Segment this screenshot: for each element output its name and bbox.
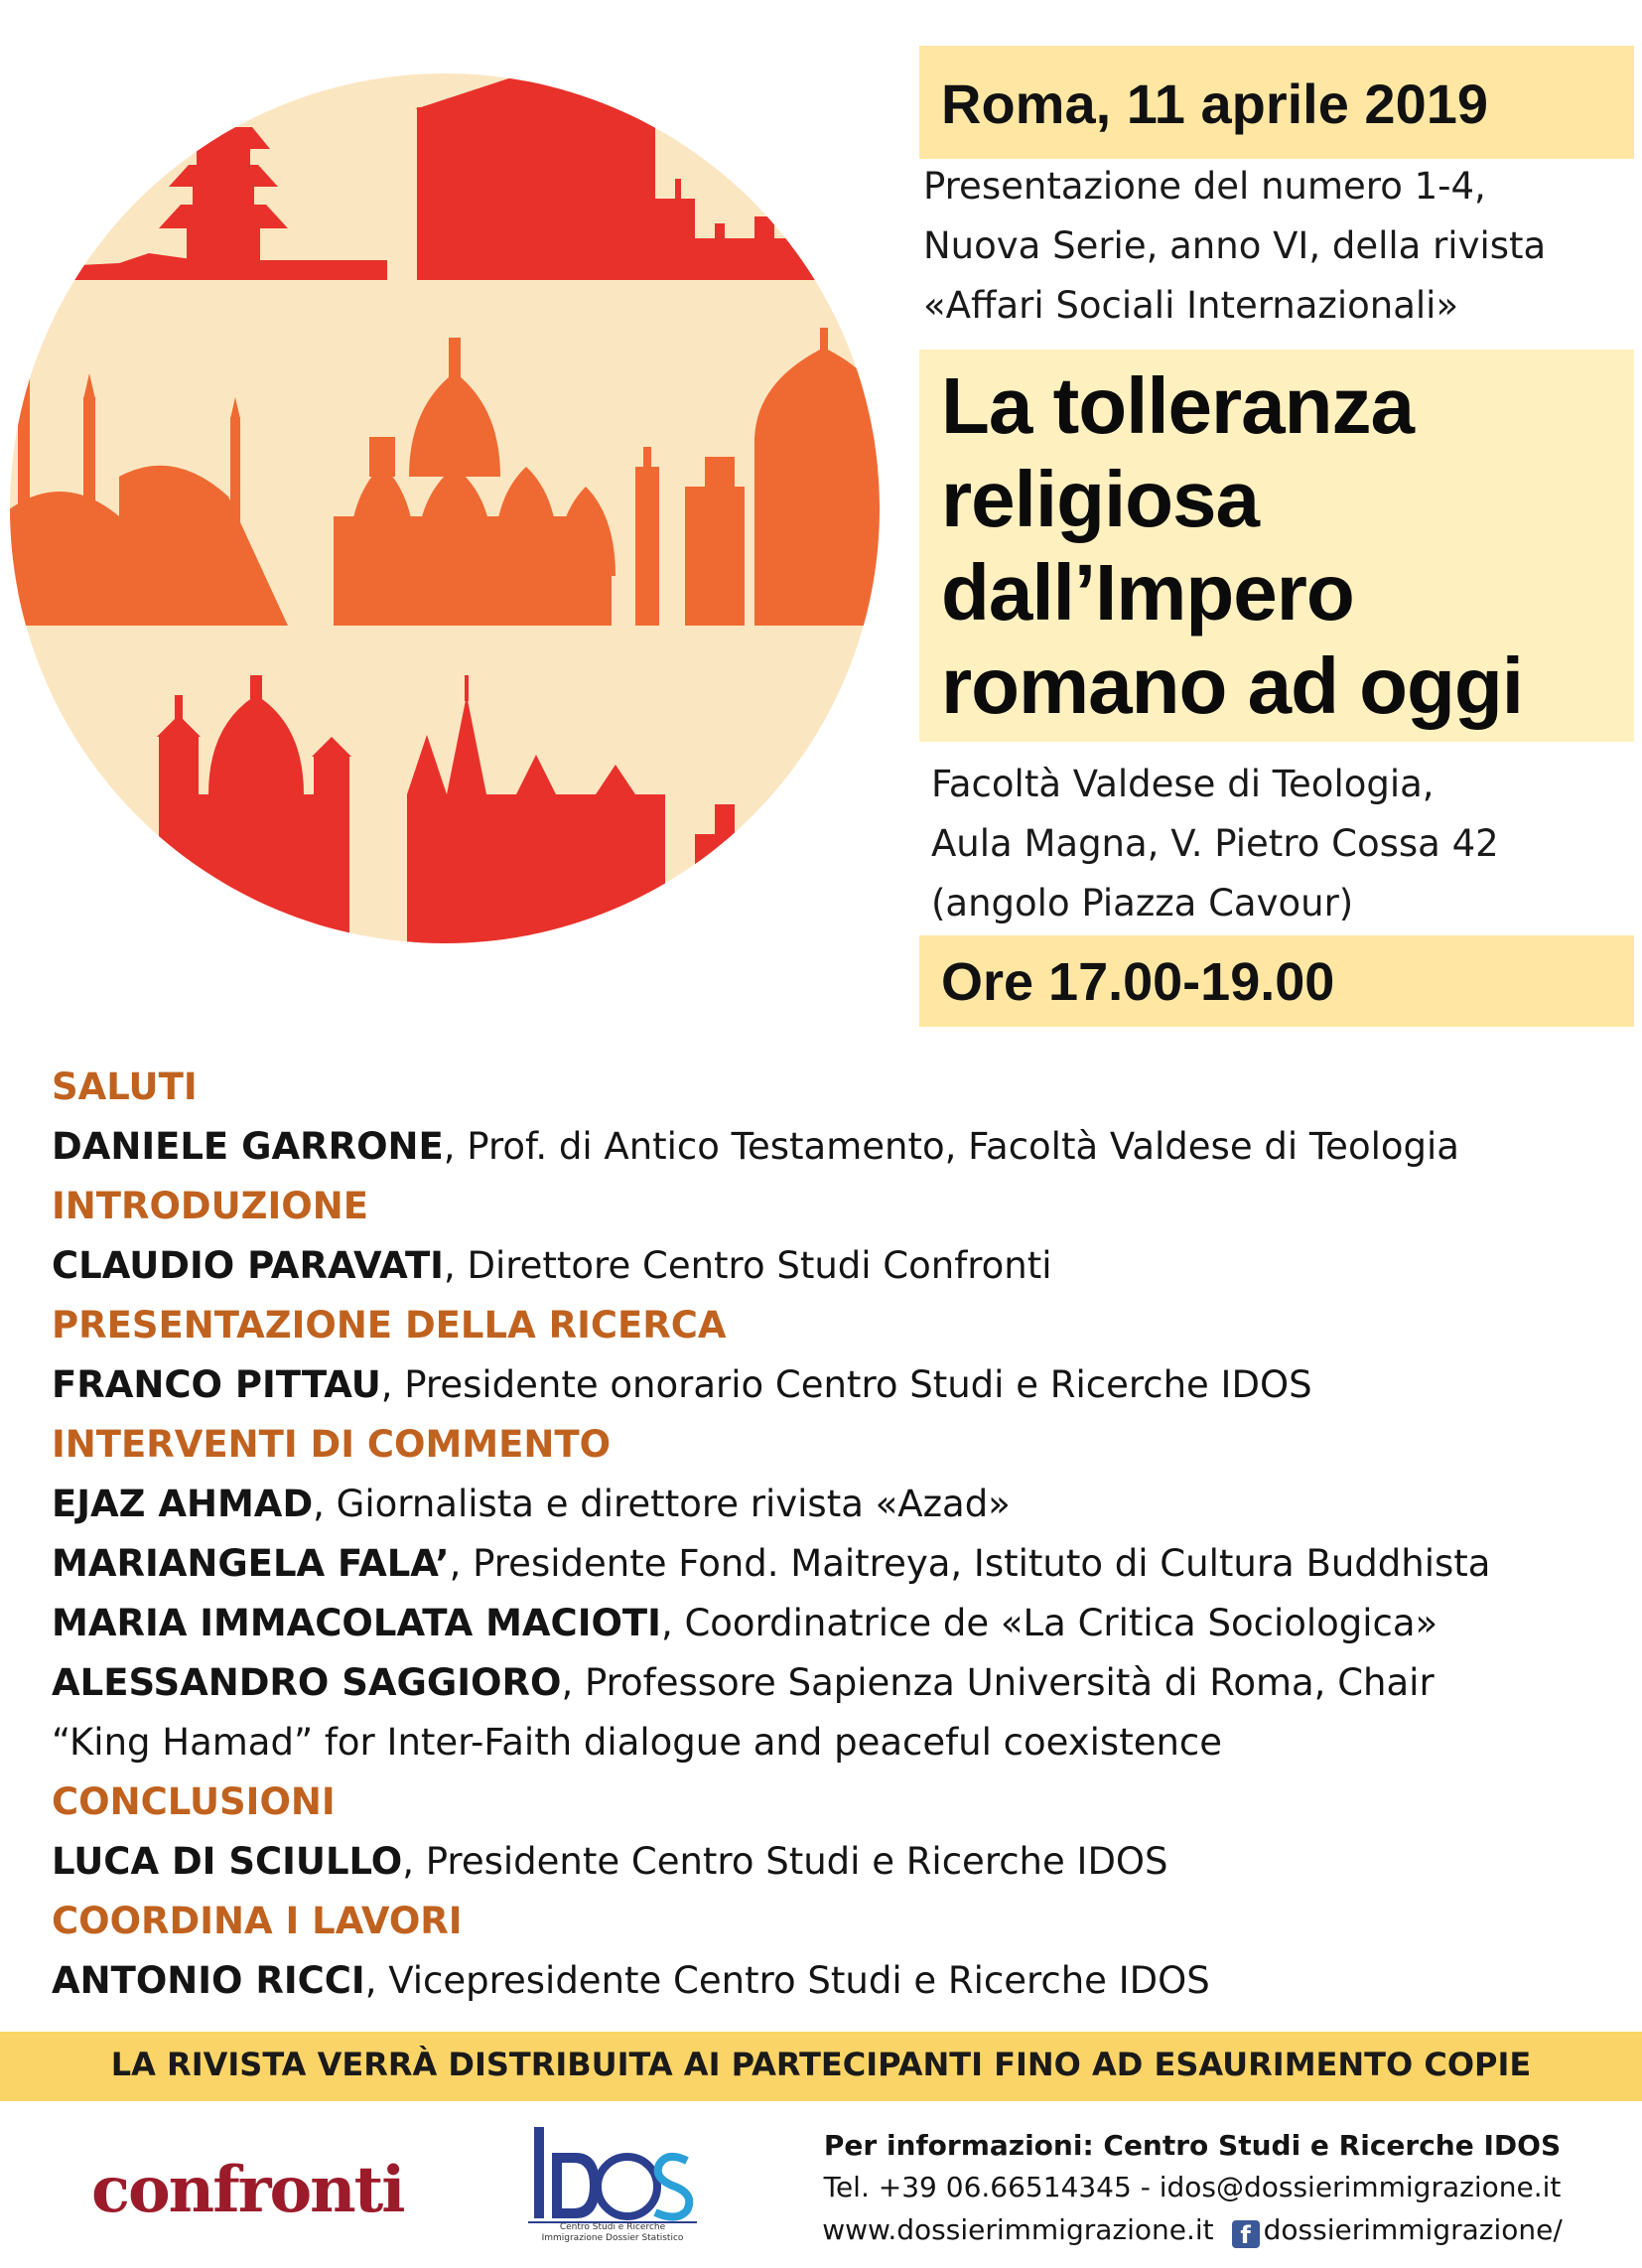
event-date: Roma, 11 aprile 2019: [941, 72, 1489, 135]
section-heading-conclusioni: CONCLUSIONI: [52, 1780, 336, 1823]
speaker-role: , Giornalista e direttore rivista «Azad»: [313, 1483, 1011, 1525]
event-subtitle: [923, 157, 1638, 336]
speaker-role: , Vicepresidente Centro Studi e Ricerche IDOS: [364, 1959, 1210, 2002]
speaker-line: [52, 1594, 1620, 1653]
event-time: Ore 17.00-19.00: [941, 952, 1335, 1012]
date-box: [919, 46, 1634, 159]
section-heading-introduzione: INTRODUZIONE: [52, 1185, 368, 1227]
speaker-name: MARIANGELA FALA’: [52, 1542, 450, 1585]
title-line: La tolleranza: [941, 361, 1415, 450]
speaker-line: [52, 1475, 1620, 1534]
speaker-role: , Professore Sapienza Università di Roma, Chair: [561, 1661, 1435, 1704]
speaker-line: [52, 1236, 1620, 1296]
title-line: romano ad oggi: [941, 641, 1523, 730]
speaker-line: [52, 1534, 1620, 1594]
time-box: [919, 935, 1634, 1027]
section-heading-saluti: SALUTI: [52, 1065, 198, 1108]
landmarks-illustration: [0, 0, 893, 993]
program-list: [52, 1058, 1620, 2011]
speaker-name: ALESSANDRO SAGGIORO: [52, 1661, 562, 1704]
speaker-line: [52, 1355, 1620, 1415]
section-heading-coordina: COORDINA I LAVORI: [52, 1900, 463, 1942]
event-venue: [931, 755, 1626, 933]
title-line: dall’Impero: [941, 548, 1354, 637]
facebook-link[interactable]: dossierimmigrazione/: [1263, 2213, 1563, 2246]
speaker-role-continued: “King Hamad” for Inter-Faith dialogue and peaceful coexistence: [52, 1721, 1223, 1764]
banner-text: LA RIVISTA VERRÀ DISTRIBUITA AI PARTECIPANTI FINO AD ESAURIMENTO COPIE: [110, 2046, 1532, 2083]
venue-line: Aula Magna, V. Pietro Cossa 42: [931, 822, 1499, 865]
speaker-name: CLAUDIO PARAVATI: [52, 1244, 444, 1287]
speaker-role: , Presidente Fond. Maitreya, Istituto di Cultura Buddhista: [449, 1542, 1491, 1585]
contact-title: Per informazioni: Centro Studi e Ricerche IDOS: [823, 2129, 1562, 2162]
section-heading-interventi: INTERVENTI DI COMMENTO: [52, 1423, 612, 1466]
facebook-icon: f: [1232, 2220, 1260, 2248]
contact-web: [780, 2208, 1604, 2252]
distribution-banner: [0, 2032, 1642, 2101]
speaker-role: , Coordinatrice de «La Critica Sociologica»: [660, 1602, 1438, 1644]
speaker-name: DANIELE GARRONE: [52, 1125, 444, 1168]
speaker-role: , Direttore Centro Studi Confronti: [443, 1244, 1052, 1287]
subtitle-line: «Affari Sociali Internazionali»: [923, 284, 1459, 327]
speaker-name: MARIA IMMACOLATA MACIOTI: [52, 1602, 661, 1644]
contact-tel-email[interactable]: Tel. +39 06.66514345 - idos@dossierimmigrazione.it: [823, 2171, 1562, 2203]
speaker-line: [52, 1653, 1620, 1713]
speaker-name: ANTONIO RICCI: [52, 1959, 365, 2002]
speaker-line: [52, 1117, 1620, 1177]
idos-logo-caption: Centro Studi e Ricerche Immigrazione Dossier Statistico: [541, 2222, 684, 2243]
website-link[interactable]: www.dossierimmigrazione.it: [822, 2213, 1214, 2246]
speaker-name: FRANCO PITTAU: [52, 1363, 381, 1406]
speaker-name: EJAZ AHMAD: [52, 1483, 314, 1525]
speaker-role: , Presidente onorario Centro Studi e Ricerche IDOS: [380, 1363, 1312, 1406]
venue-line: Facoltà Valdese di Teologia,: [931, 763, 1435, 805]
speaker-line: [52, 1832, 1620, 1892]
contact-info: [780, 2125, 1604, 2252]
subtitle-line: Nuova Serie, anno VI, della rivista: [923, 224, 1547, 267]
venue-line: (angolo Piazza Cavour): [931, 882, 1354, 924]
event-title: [941, 359, 1523, 733]
subtitle-line: Presentazione del numero 1-4,: [923, 165, 1486, 208]
title-box: [919, 350, 1634, 742]
speaker-line: [52, 1951, 1620, 2011]
section-heading-presentazione: PRESENTAZIONE DELLA RICERCA: [52, 1304, 727, 1347]
speaker-name: LUCA DI SCIULLO: [52, 1840, 403, 1883]
speaker-role: , Presidente Centro Studi e Ricerche IDOS: [402, 1840, 1168, 1883]
confronti-logo: confronti: [91, 2153, 404, 2227]
title-line: religiosa: [941, 455, 1260, 543]
speaker-role: , Prof. di Antico Testamento, Facoltà Valdese di Teologia: [443, 1125, 1459, 1168]
